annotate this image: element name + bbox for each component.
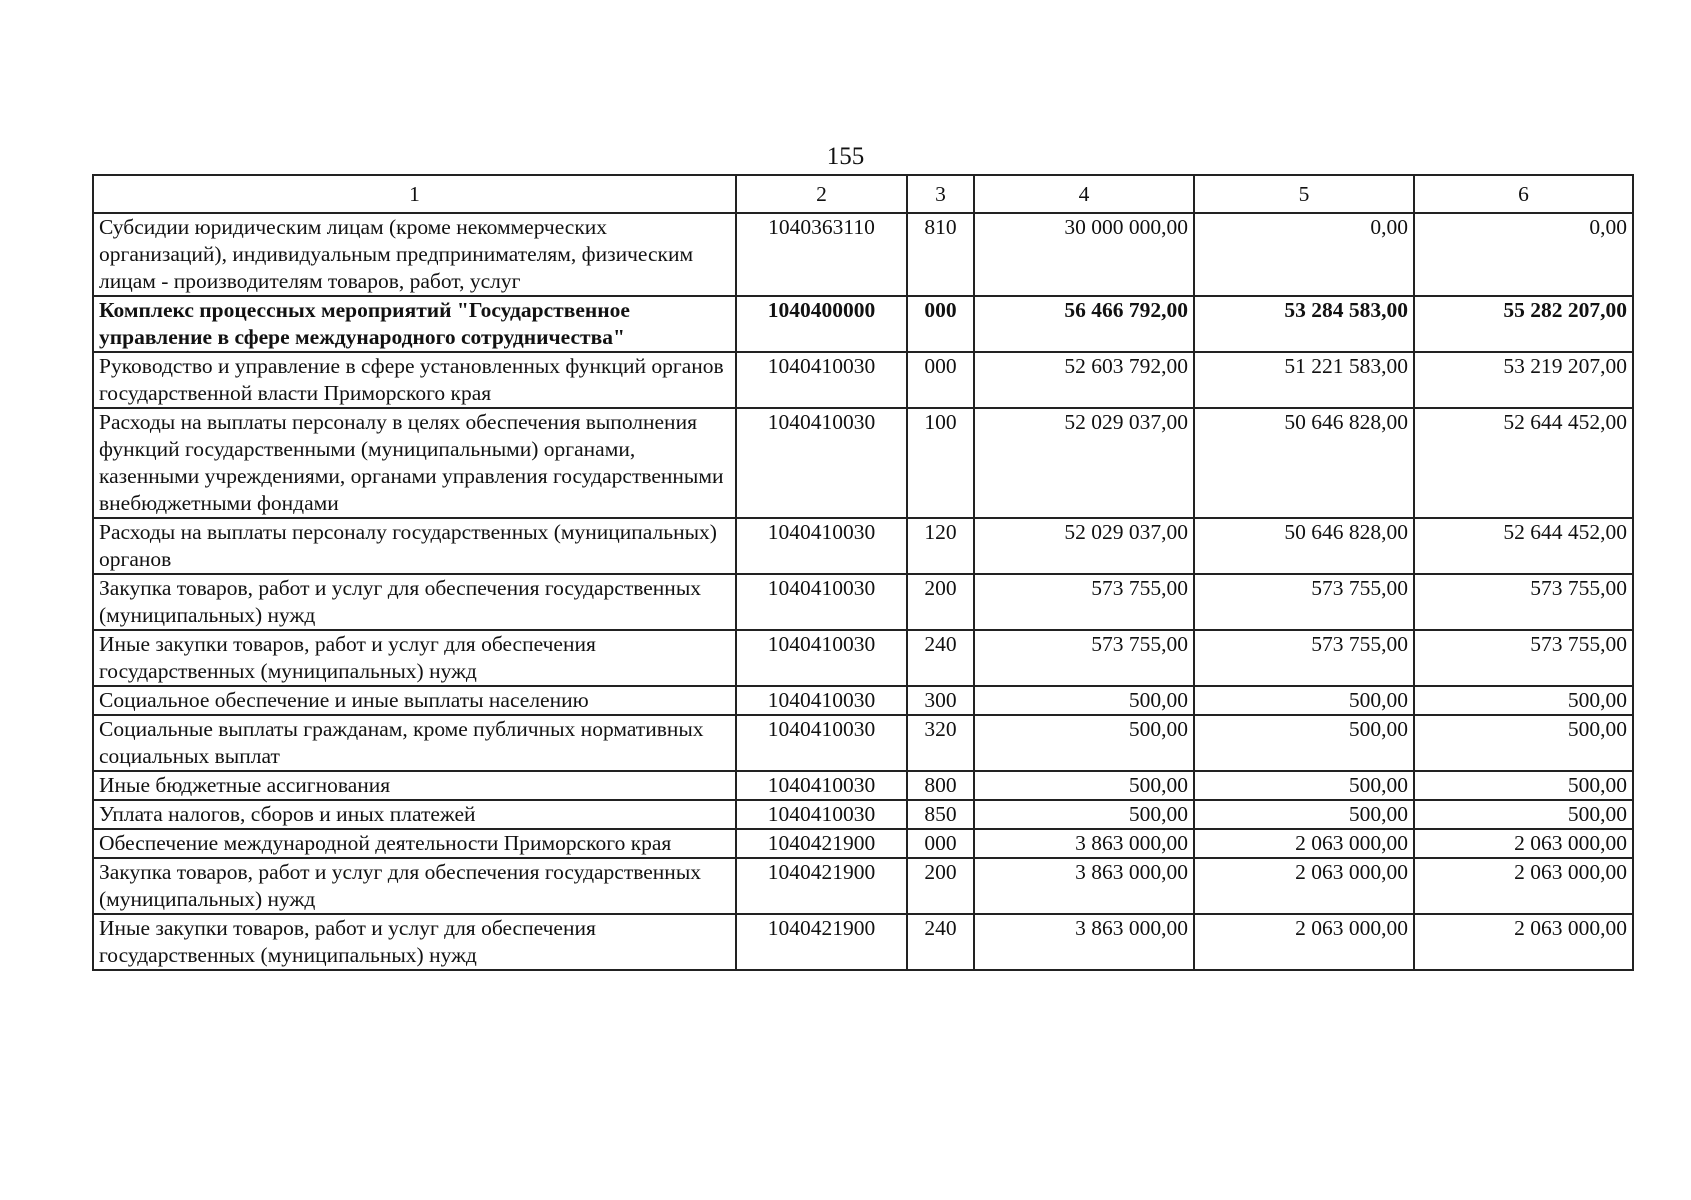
item-name: Расходы на выплаты персоналу в целях обеспечения выполнения функций государственными (муниципальными) органами, казенными учреждениями, органами управления государственными внебюджетными фондами bbox=[93, 408, 736, 518]
table-row bbox=[93, 858, 1633, 914]
column-header: 2 bbox=[736, 175, 907, 213]
column-header: 4 bbox=[974, 175, 1194, 213]
table-row bbox=[93, 715, 1633, 771]
expense-type-code: 810 bbox=[907, 213, 974, 296]
expense-type-code: 100 bbox=[907, 408, 974, 518]
amount-col-4: 3 863 000,00 bbox=[974, 829, 1194, 858]
table-row bbox=[93, 213, 1633, 296]
item-name: Руководство и управление в сфере установленных функций органов государственной власти Приморского края bbox=[93, 352, 736, 408]
target-article-code: 1040363110 bbox=[736, 213, 907, 296]
target-article-code: 1040410030 bbox=[736, 630, 907, 686]
expense-type-code: 800 bbox=[907, 771, 974, 800]
expense-type-code: 240 bbox=[907, 630, 974, 686]
target-article-code: 1040410030 bbox=[736, 715, 907, 771]
target-article-code: 1040400000 bbox=[736, 296, 907, 352]
table-row bbox=[93, 352, 1633, 408]
amount-col-4: 52 603 792,00 bbox=[974, 352, 1194, 408]
amount-col-4: 500,00 bbox=[974, 686, 1194, 715]
amount-col-6: 52 644 452,00 bbox=[1414, 518, 1633, 574]
amount-col-4: 500,00 bbox=[974, 771, 1194, 800]
amount-col-4: 30 000 000,00 bbox=[974, 213, 1194, 296]
amount-col-5: 573 755,00 bbox=[1194, 574, 1414, 630]
item-name: Субсидии юридическим лицам (кроме некоммерческих организаций), индивидуальным предпринимателям, физическим лицам - производителям товаров, работ, услуг bbox=[93, 213, 736, 296]
amount-col-4: 56 466 792,00 bbox=[974, 296, 1194, 352]
amount-col-5: 50 646 828,00 bbox=[1194, 408, 1414, 518]
table-row bbox=[93, 686, 1633, 715]
amount-col-4: 500,00 bbox=[974, 715, 1194, 771]
item-name: Закупка товаров, работ и услуг для обеспечения государственных (муниципальных) нужд bbox=[93, 858, 736, 914]
amount-col-6: 500,00 bbox=[1414, 686, 1633, 715]
target-article-code: 1040410030 bbox=[736, 518, 907, 574]
table-row bbox=[93, 800, 1633, 829]
amount-col-6: 573 755,00 bbox=[1414, 574, 1633, 630]
expense-type-code: 200 bbox=[907, 574, 974, 630]
target-article-code: 1040410030 bbox=[736, 800, 907, 829]
table-row bbox=[93, 914, 1633, 970]
amount-col-5: 2 063 000,00 bbox=[1194, 914, 1414, 970]
amount-col-4: 500,00 bbox=[974, 800, 1194, 829]
expense-type-code: 240 bbox=[907, 914, 974, 970]
amount-col-5: 0,00 bbox=[1194, 213, 1414, 296]
amount-col-5: 500,00 bbox=[1194, 715, 1414, 771]
column-header: 1 bbox=[93, 175, 736, 213]
amount-col-6: 500,00 bbox=[1414, 771, 1633, 800]
target-article-code: 1040421900 bbox=[736, 914, 907, 970]
target-article-code: 1040410030 bbox=[736, 771, 907, 800]
table-row bbox=[93, 829, 1633, 858]
amount-col-5: 2 063 000,00 bbox=[1194, 858, 1414, 914]
target-article-code: 1040410030 bbox=[736, 352, 907, 408]
amount-col-6: 55 282 207,00 bbox=[1414, 296, 1633, 352]
amount-col-5: 573 755,00 bbox=[1194, 630, 1414, 686]
expense-type-code: 000 bbox=[907, 829, 974, 858]
amount-col-5: 51 221 583,00 bbox=[1194, 352, 1414, 408]
amount-col-6: 2 063 000,00 bbox=[1414, 829, 1633, 858]
target-article-code: 1040421900 bbox=[736, 858, 907, 914]
expense-type-code: 200 bbox=[907, 858, 974, 914]
expense-type-code: 850 bbox=[907, 800, 974, 829]
table-header-row bbox=[93, 175, 1633, 213]
amount-col-6: 53 219 207,00 bbox=[1414, 352, 1633, 408]
amount-col-4: 3 863 000,00 bbox=[974, 914, 1194, 970]
target-article-code: 1040410030 bbox=[736, 574, 907, 630]
amount-col-5: 53 284 583,00 bbox=[1194, 296, 1414, 352]
amount-col-6: 0,00 bbox=[1414, 213, 1633, 296]
expense-type-code: 300 bbox=[907, 686, 974, 715]
amount-col-4: 3 863 000,00 bbox=[974, 858, 1194, 914]
amount-col-5: 500,00 bbox=[1194, 686, 1414, 715]
expense-type-code: 000 bbox=[907, 296, 974, 352]
target-article-code: 1040421900 bbox=[736, 829, 907, 858]
column-header: 3 bbox=[907, 175, 974, 213]
item-name: Иные закупки товаров, работ и услуг для обеспечения государственных (муниципальных) нужд bbox=[93, 630, 736, 686]
item-name: Комплекс процессных мероприятий "Государственное управление в сфере международного сотрудничества" bbox=[93, 296, 736, 352]
amount-col-4: 573 755,00 bbox=[974, 630, 1194, 686]
expense-type-code: 320 bbox=[907, 715, 974, 771]
table-row bbox=[93, 518, 1633, 574]
item-name: Обеспечение международной деятельности Приморского края bbox=[93, 829, 736, 858]
target-article-code: 1040410030 bbox=[736, 686, 907, 715]
amount-col-6: 573 755,00 bbox=[1414, 630, 1633, 686]
item-name: Расходы на выплаты персоналу государственных (муниципальных) органов bbox=[93, 518, 736, 574]
item-name: Социальные выплаты гражданам, кроме публичных нормативных социальных выплат bbox=[93, 715, 736, 771]
amount-col-4: 573 755,00 bbox=[974, 574, 1194, 630]
amount-col-6: 52 644 452,00 bbox=[1414, 408, 1633, 518]
target-article-code: 1040410030 bbox=[736, 408, 907, 518]
amount-col-6: 2 063 000,00 bbox=[1414, 858, 1633, 914]
table-row bbox=[93, 408, 1633, 518]
amount-col-4: 52 029 037,00 bbox=[974, 518, 1194, 574]
column-header: 6 bbox=[1414, 175, 1633, 213]
column-header: 5 bbox=[1194, 175, 1414, 213]
item-name: Закупка товаров, работ и услуг для обеспечения государственных (муниципальных) нужд bbox=[93, 574, 736, 630]
table-body bbox=[93, 213, 1633, 970]
amount-col-5: 50 646 828,00 bbox=[1194, 518, 1414, 574]
budget-table bbox=[92, 174, 1634, 971]
expense-type-code: 000 bbox=[907, 352, 974, 408]
table-row bbox=[93, 296, 1633, 352]
item-name: Иные бюджетные ассигнования bbox=[93, 771, 736, 800]
item-name: Уплата налогов, сборов и иных платежей bbox=[93, 800, 736, 829]
amount-col-5: 500,00 bbox=[1194, 771, 1414, 800]
table-row bbox=[93, 630, 1633, 686]
amount-col-6: 500,00 bbox=[1414, 715, 1633, 771]
page-number: 155 bbox=[826, 143, 865, 170]
table-row bbox=[93, 574, 1633, 630]
amount-col-5: 500,00 bbox=[1194, 800, 1414, 829]
item-name: Иные закупки товаров, работ и услуг для обеспечения государственных (муниципальных) нужд bbox=[93, 914, 736, 970]
item-name: Социальное обеспечение и иные выплаты населению bbox=[93, 686, 736, 715]
amount-col-4: 52 029 037,00 bbox=[974, 408, 1194, 518]
amount-col-5: 2 063 000,00 bbox=[1194, 829, 1414, 858]
amount-col-6: 500,00 bbox=[1414, 800, 1633, 829]
table-row bbox=[93, 771, 1633, 800]
expense-type-code: 120 bbox=[907, 518, 974, 574]
amount-col-6: 2 063 000,00 bbox=[1414, 914, 1633, 970]
